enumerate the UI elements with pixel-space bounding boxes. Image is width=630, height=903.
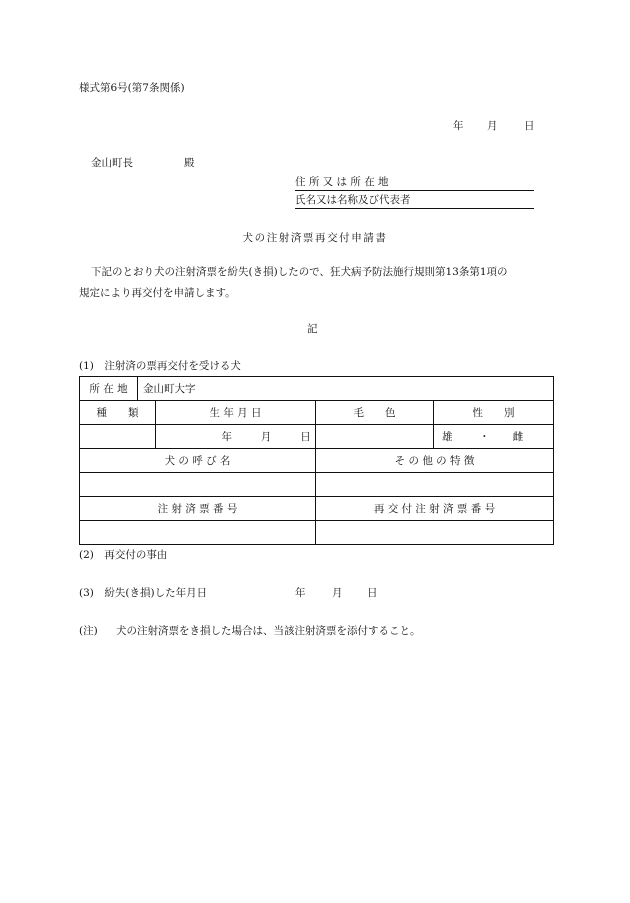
lost-date-year: 年 (295, 587, 306, 599)
section-1-label: (1) 注射済の票再交付を受ける犬 (79, 360, 241, 372)
dog-name-input-cell[interactable] (80, 473, 316, 497)
section-2-label: (2) 再交付の事由 (79, 549, 168, 561)
applicant-address-field[interactable] (295, 177, 534, 191)
location-value: 金山町大字 (143, 383, 196, 395)
header-tag-number: 注 射 済 票 番 号 (80, 497, 316, 521)
date-year: 年 (453, 120, 464, 132)
birth-year: 年 (221, 431, 232, 443)
table-row (80, 449, 554, 473)
table-row (80, 401, 554, 425)
sex-female: 雌 (512, 431, 524, 443)
addressee-honorific: 殿 (184, 157, 195, 169)
table-row (80, 473, 554, 497)
section-3-label: (3) 紛失(き損)した年月日 (79, 587, 208, 599)
birth-month: 月 (260, 431, 272, 443)
reissue-tag-number-input-cell[interactable] (316, 521, 554, 545)
lost-date-day: 日 (367, 587, 378, 599)
body-line-1: 下記のとおり犬の注射済票を紛失(き損)したので、狂犬病予防法施行規則第13条第1項の (91, 266, 508, 278)
location-value-cell[interactable] (138, 377, 554, 401)
form-number: 様式第6号(第7条関係) (79, 82, 185, 94)
table-row (80, 425, 554, 449)
table-row (80, 497, 554, 521)
features-input-cell[interactable] (316, 473, 554, 497)
document-title: 犬の注射済票再交付申請書 (242, 232, 388, 244)
body-line-2: 規定により再交付を申請します。 (79, 287, 236, 299)
table-row (80, 521, 554, 545)
date-month: 月 (487, 120, 498, 132)
note-text: 犬の注射済票をき損した場合は、当該注射済票を添付すること。 (116, 625, 421, 637)
birthdate-input-cell[interactable] (156, 425, 316, 449)
header-birthdate: 生 年 月 日 (156, 401, 316, 425)
birth-day: 日 (300, 431, 311, 443)
sex-separator: ・ (479, 431, 490, 443)
sex-input-cell[interactable] (434, 425, 554, 449)
ki-heading: 記 (307, 323, 318, 335)
date-day: 日 (524, 120, 535, 132)
header-breed: 種 類 (80, 401, 156, 425)
header-features: そ の 他 の 特 徴 (316, 449, 554, 473)
dog-info-table (79, 376, 554, 545)
note-label: (注) (79, 625, 98, 637)
breed-input-cell[interactable] (80, 425, 156, 449)
sex-male: 雄 (442, 431, 453, 443)
tag-number-input-cell[interactable] (80, 521, 316, 545)
table-row (80, 377, 554, 401)
lost-date-month: 月 (332, 587, 343, 599)
applicant-name-field[interactable] (295, 195, 534, 209)
applicant-address-label: 住 所 又 は 所 在 地 (295, 176, 389, 188)
header-sex: 性 別 (434, 401, 554, 425)
location-label: 所 在 地 (80, 377, 138, 401)
header-reissue-tag-number: 再 交 付 注 射 済 票 番 号 (316, 497, 554, 521)
color-input-cell[interactable] (316, 425, 434, 449)
applicant-name-label: 氏名又は名称及び代表者 (295, 194, 411, 206)
header-dog-name: 犬 の 呼 び 名 (80, 449, 316, 473)
addressee-name: 金山町長 (91, 157, 133, 169)
header-color: 毛 色 (316, 401, 434, 425)
